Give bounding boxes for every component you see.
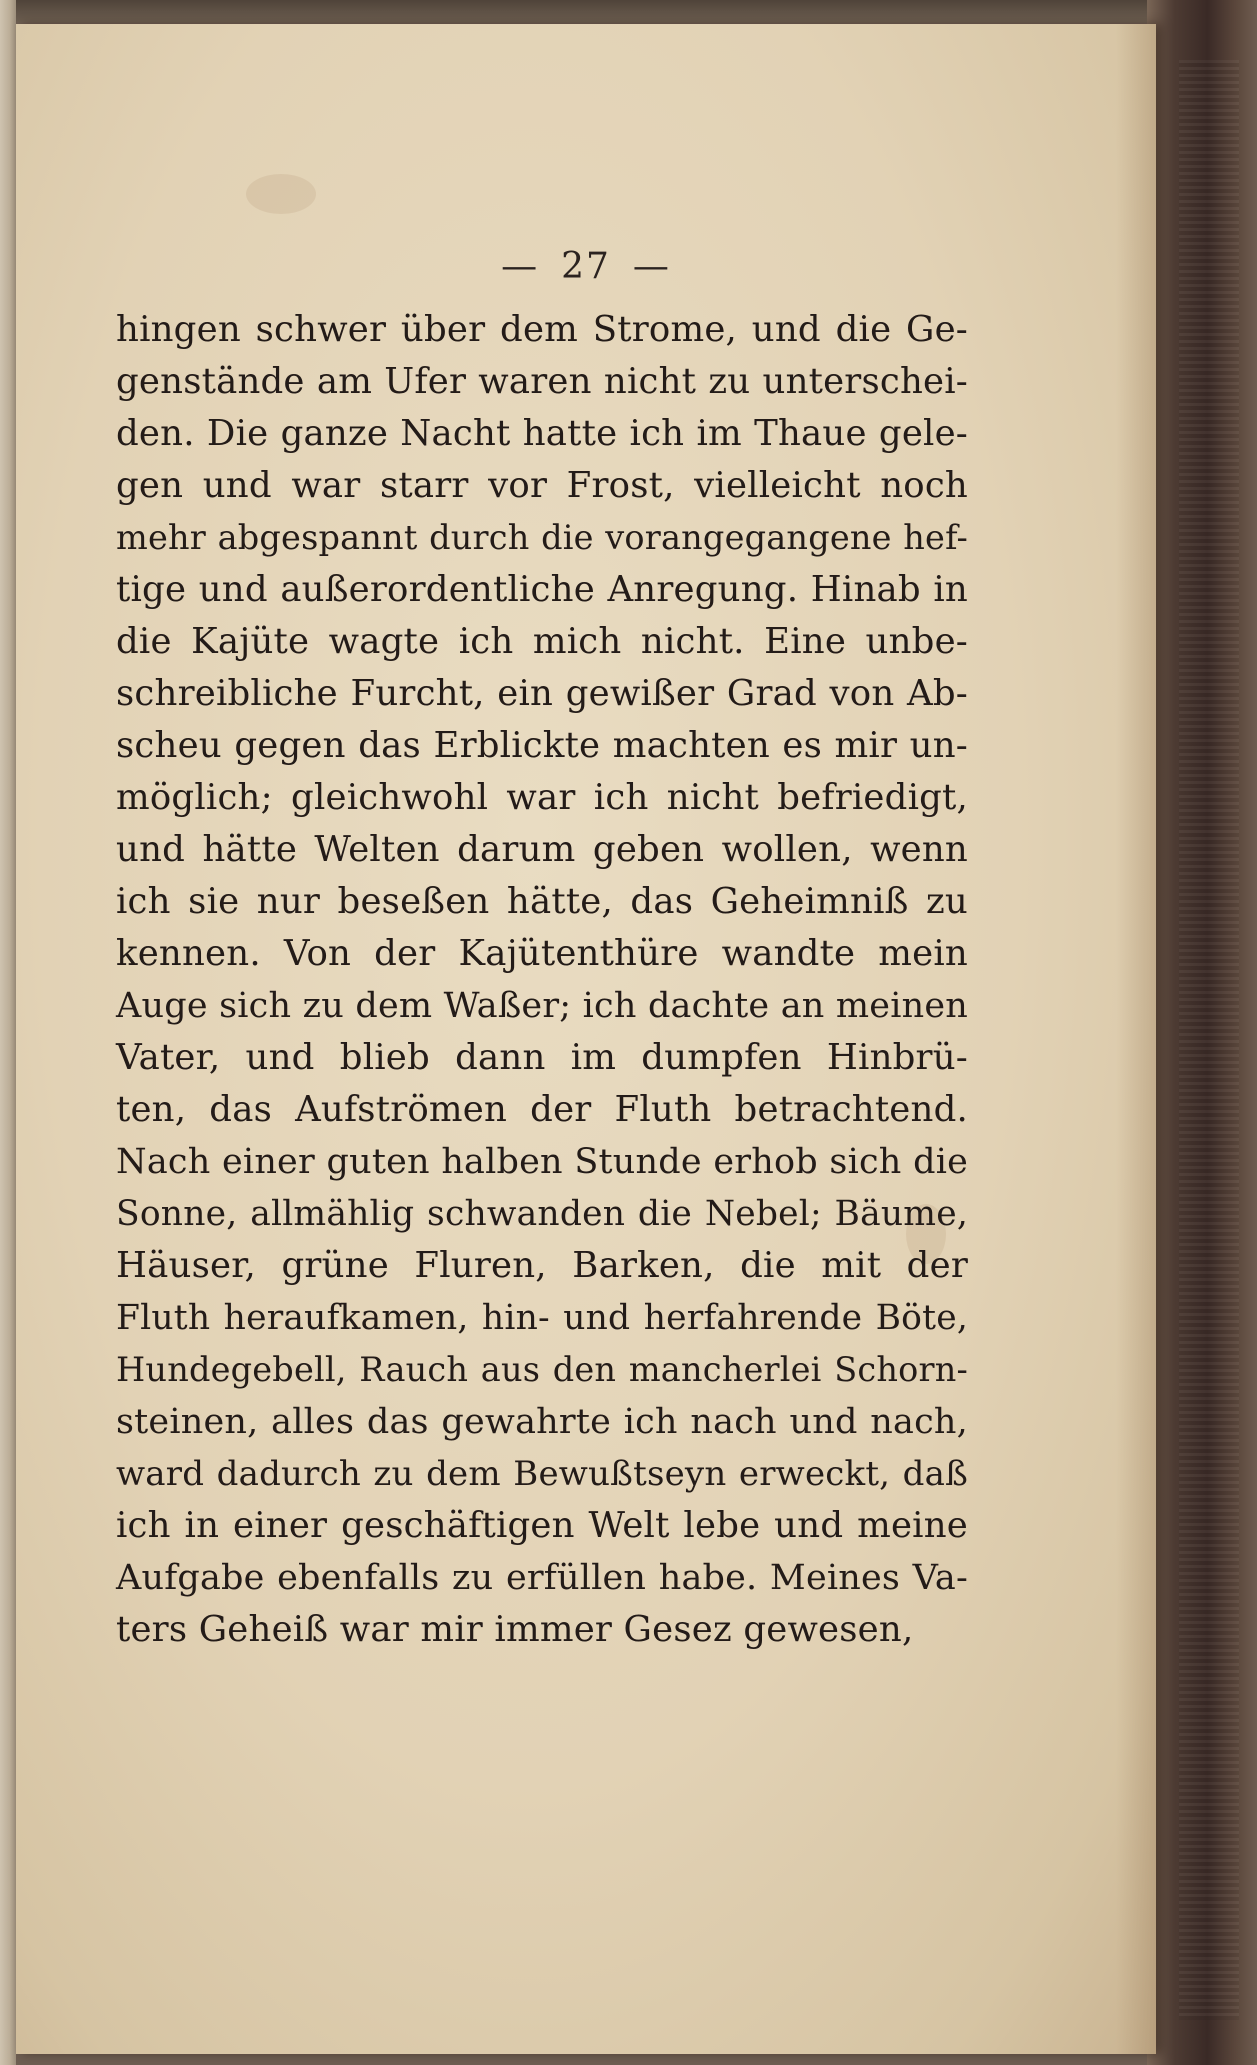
text-line: Hundegebell, Rauch aus den mancherlei Schorn- <box>116 1350 968 1389</box>
text-line: kennen. Von der Kajütenthüre wandte mein <box>116 933 968 974</box>
previous-page-edge <box>0 0 16 2065</box>
text-line: ich sie nur beseßen hätte, das Geheimniß zu <box>116 881 968 922</box>
text-line: Nach einer guten halben Stunde erhob sich die <box>116 1142 968 1182</box>
text-line: ters Geheiß war mir immer Gesez gewesen, <box>116 1609 914 1650</box>
text-line: Aufgabe ebenfalls zu erfüllen habe. Meines Va- <box>116 1558 968 1598</box>
text-line: ten, das Aufströmen der Fluth betrachtend. <box>116 1089 968 1130</box>
text-line: hingen schwer über dem Strome, und die Ge- <box>116 309 968 350</box>
text-line: den. Die ganze Nacht hatte ich im Thaue gele- <box>116 413 968 454</box>
book-page <box>16 24 1156 2054</box>
text-line: Vater, und blieb dann im dumpfen Hinbrü- <box>116 1037 968 1078</box>
text-line: tige und außerordentliche Anregung. Hinab in <box>116 569 968 610</box>
text-line: steinen, alles das gewahrte ich nach und nach, <box>116 1402 968 1442</box>
text-line: genstände am Ufer waren nicht zu unterschei- <box>116 361 968 402</box>
paper-stain <box>246 174 316 214</box>
book-cover-edge <box>1147 0 1257 2065</box>
text-line: Auge sich zu dem Waßer; ich dachte an meinen <box>116 986 968 1026</box>
book-top-edge <box>0 0 1257 22</box>
text-line: möglich; gleichwohl war ich nicht befriedigt, <box>116 777 968 818</box>
text-line: schreibliche Furcht, ein gewißer Grad von Ab- <box>116 673 968 714</box>
text-line: und hätte Welten darum geben wollen, wenn <box>116 829 968 870</box>
page-number: 27 <box>561 246 611 287</box>
body-text <box>116 304 968 1656</box>
text-line: die Kajüte wagte ich mich nicht. Eine unbe- <box>116 621 968 662</box>
text-line: gen und war starr vor Frost, vielleicht noch <box>116 465 968 506</box>
text-line: scheu gegen das Erblickte machten es mir un- <box>116 725 968 766</box>
header-dash-left: — <box>501 246 540 287</box>
text-line: Häuser, grüne Fluren, Barken, die mit der <box>116 1245 968 1286</box>
text-line: ward dadurch zu dem Bewußtseyn erweckt, daß <box>116 1454 968 1494</box>
header-dash-right: — <box>632 246 671 287</box>
cover-texture <box>1179 60 1239 2020</box>
text-line: ich in einer geschäftigen Welt lebe und meine <box>116 1505 968 1546</box>
page-header <box>16 246 1156 287</box>
page-edge-shade <box>1116 24 1156 2054</box>
text-line: Sonne, allmählig schwanden die Nebel; Bäume, <box>116 1194 968 1234</box>
text-line: mehr abgespannt durch die vorangegangene hef- <box>116 518 968 557</box>
text-line: Fluth heraufkamen, hin- und herfahrende Böte, <box>116 1298 968 1338</box>
